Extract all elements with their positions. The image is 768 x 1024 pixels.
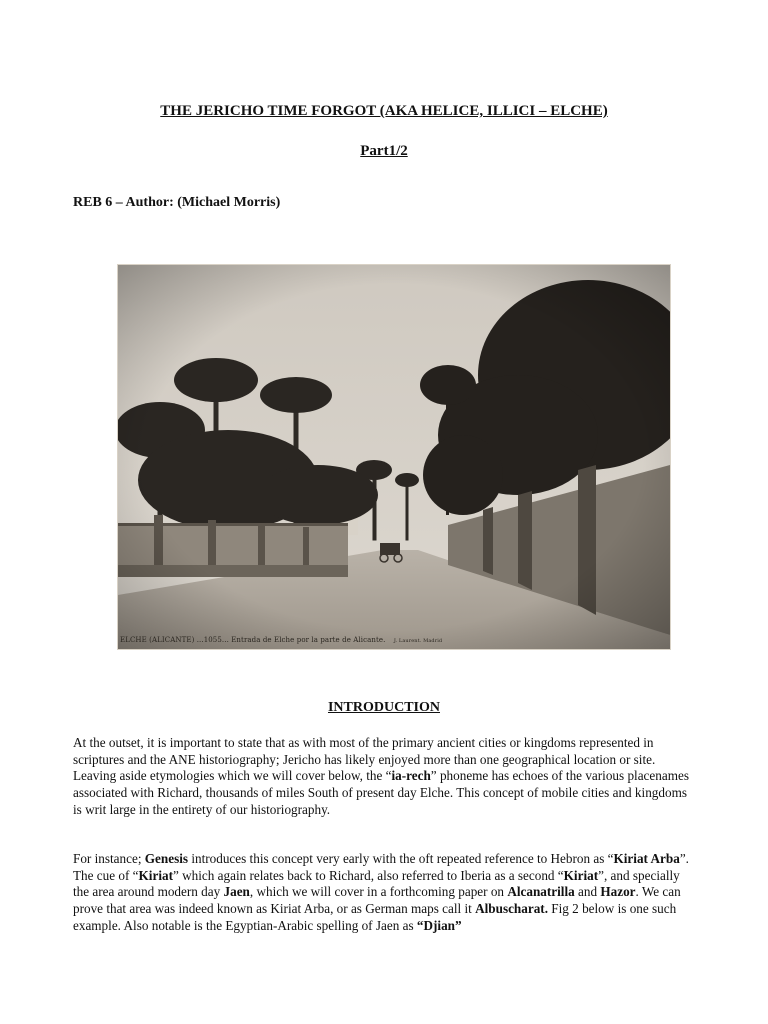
text-run: , which we will cover in a forthcoming paper on	[249, 884, 508, 900]
bold-term: Kiriat	[563, 867, 599, 883]
bold-term: “Djian”	[416, 917, 462, 933]
bold-term: Hazor	[600, 884, 636, 900]
historic-photo	[117, 264, 671, 650]
text-run: At the outset, it is important to state that as with most of the primary ancient cities or kingdoms represented in scriptures and the ANE historiography; Jericho has likely enjoyed more than one geographical location or site. Leaving aside etymologies which we will cover below, the “	[73, 735, 656, 784]
photo-illustration	[118, 265, 670, 649]
bold-term: Kiriat	[138, 867, 173, 883]
photo-credit: J. Laurent. Madrid	[393, 638, 443, 644]
text-run: For instance;	[73, 851, 145, 866]
bold-term: Genesis	[144, 851, 189, 866]
text-run: ” which again relates back to Richard, also referred to Iberia as a second “	[172, 867, 564, 883]
text-run: introduces this concept very early with the oft repeated reference to Hebron as “	[188, 851, 614, 866]
bold-term: Kiriat Arba	[613, 851, 680, 866]
text-run: ”, and specially the area around modern day	[73, 867, 680, 900]
text-run: Fig 2 below is one such example. Also notable is the Egyptian-Arabic spelling of Jaen as	[73, 901, 677, 933]
photo-caption	[120, 636, 442, 644]
photo-caption-text: ELCHE (ALICANTE) ...1055... Entrada de Elche por la parte de Alicante.	[120, 636, 386, 644]
text-run: ” phoneme has echoes of the various placenames associated with Richard, thousands of miles South of present day Elche. This concept of mobile cities and kingdoms is writ large in the entirety of our historiography.	[73, 768, 689, 817]
paragraph-genesis	[73, 851, 697, 935]
text-run: and	[574, 884, 601, 900]
author-line: REB 6 – Author: (Michael Morris)	[73, 195, 281, 210]
bold-term: ia-rech	[391, 768, 431, 784]
text-run: ”. The cue of “	[73, 851, 689, 883]
bold-term: Albuscharat.	[475, 901, 548, 917]
bold-term: Alcanatrilla	[507, 884, 575, 900]
part-label: Part1/2	[360, 143, 408, 159]
paragraph-intro	[73, 735, 697, 819]
section-heading: INTRODUCTION	[327, 700, 440, 715]
document-title: THE JERICHO TIME FORGOT (AKA HELICE, ILLICI – ELCHE)	[160, 103, 608, 119]
bold-term: Jaen	[223, 884, 250, 900]
text-run: . We can prove that area was indeed known as Kiriat Arba, or as German maps call it	[73, 884, 681, 917]
